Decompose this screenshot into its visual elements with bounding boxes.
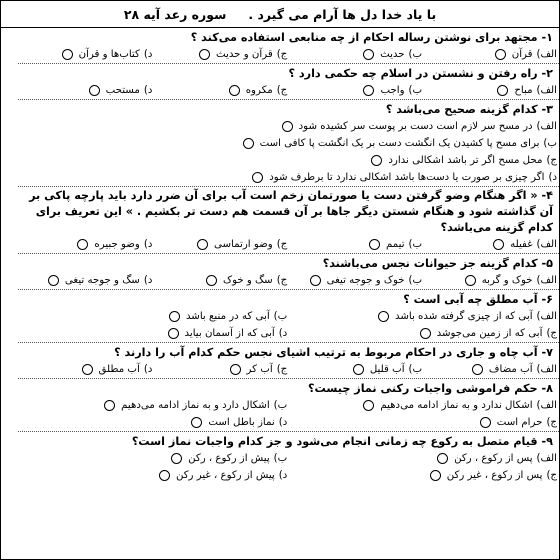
answer-circle-icon[interactable] bbox=[197, 239, 208, 250]
question-text: ۹- قیام متصل به رکوع چه زمانی انجام می‌شود و جز کدام واجبات نماز است؟ bbox=[131, 435, 553, 448]
answer-circle-icon[interactable] bbox=[252, 172, 263, 183]
question-text: ۷- آب چاه و جاری در احکام مربوط به ترتیب اشیای نجس حکم کدام آب را دارند ؟ bbox=[114, 346, 553, 359]
answer-circle-icon[interactable] bbox=[493, 239, 504, 250]
option-c[interactable]: ج) سگ و خوک bbox=[152, 272, 287, 289]
answer-circle-icon[interactable] bbox=[82, 364, 93, 375]
option-d[interactable]: د) اگر چیزی بر صورت یا دست‌ها باشد اشکالی ندارد تا برطرف شود bbox=[18, 169, 558, 186]
question-number-column bbox=[1, 100, 18, 187]
answer-circle-icon[interactable] bbox=[243, 138, 254, 149]
option-b[interactable]: ب) خوک و جوجه تیغی bbox=[287, 272, 422, 289]
option-b[interactable]: ب) آبی که در منبع باشد bbox=[18, 308, 288, 325]
option-b[interactable]: ب) آب قلیل bbox=[287, 361, 422, 378]
option-c[interactable]: ج) حرام است bbox=[287, 414, 557, 431]
answer-circle-icon[interactable] bbox=[371, 155, 382, 166]
question-row bbox=[1, 187, 560, 254]
option-a[interactable]: الف) غفیله bbox=[422, 236, 557, 253]
option-c[interactable]: ج) مکروه bbox=[152, 82, 287, 99]
options-group bbox=[18, 46, 560, 63]
option-d[interactable]: د) آبی که از آسمان بیاید bbox=[18, 325, 288, 342]
answer-circle-icon[interactable] bbox=[77, 239, 88, 250]
options-group bbox=[18, 236, 560, 253]
question-text: ۴- « اگر هنگام وضو گرفتن دست یا صورتمان زخم است آب برای آن ضرر دارد باید پارچه پاکی بر آن گذاشته شود و هنگام شستن دیگر جاها بر آن قسمت هم دست تر بکشیم . » این تعریف برای کدام گزینه می‌باشد؟ bbox=[29, 189, 553, 234]
answer-circle-icon[interactable] bbox=[159, 470, 170, 481]
options-group bbox=[18, 272, 560, 289]
options-group bbox=[18, 118, 560, 186]
question-text: ۳- کدام گزینه صحیح می‌باشد ؟ bbox=[385, 103, 553, 116]
question-text: ۲- راه رفتن و نشستن در اسلام چه حکمی دارد ؟ bbox=[288, 67, 553, 80]
answer-circle-icon[interactable] bbox=[420, 328, 431, 339]
answer-circle-icon[interactable] bbox=[353, 364, 364, 375]
question-number-column bbox=[1, 187, 18, 254]
question-row bbox=[1, 432, 560, 485]
answer-circle-icon[interactable] bbox=[480, 417, 491, 428]
option-b[interactable]: ب) واجب bbox=[287, 82, 422, 99]
answer-circle-icon[interactable] bbox=[378, 311, 389, 322]
option-d[interactable]: د) سگ و جوجه تیغی bbox=[18, 272, 153, 289]
header-surah-reference: سوره رعد آیه ۲۸ bbox=[123, 6, 227, 22]
option-b[interactable]: ب) تیمم bbox=[287, 236, 422, 253]
question-number-column bbox=[1, 290, 18, 343]
answer-circle-icon[interactable] bbox=[497, 85, 508, 96]
question-text: ۶- آب مطلق چه آبی است ؟ bbox=[403, 293, 553, 306]
option-a[interactable]: الف) خوک و گربه bbox=[422, 272, 557, 289]
answer-circle-icon[interactable] bbox=[369, 239, 380, 250]
question-number-column bbox=[1, 379, 18, 432]
option-d[interactable]: د) مستحب bbox=[18, 82, 153, 99]
question-row bbox=[1, 100, 560, 187]
answer-circle-icon[interactable] bbox=[282, 121, 293, 132]
question-row bbox=[1, 28, 560, 64]
options-group bbox=[18, 450, 560, 484]
question-text: ۱- مجتهد برای نوشتن رساله احکام از چه منابعی استفاده می‌کند ؟ bbox=[190, 31, 553, 44]
option-d[interactable]: د) نماز باطل است bbox=[18, 414, 288, 431]
option-c[interactable]: ج) آبی که از زمین می‌جوشد bbox=[287, 325, 557, 342]
answer-circle-icon[interactable] bbox=[191, 417, 202, 428]
question-number-column bbox=[1, 254, 18, 290]
options-group bbox=[18, 82, 560, 99]
answer-circle-icon[interactable] bbox=[437, 453, 448, 464]
answer-circle-icon[interactable] bbox=[104, 400, 115, 411]
answer-circle-icon[interactable] bbox=[363, 85, 374, 96]
option-d[interactable]: د) کتاب‌ها و قرآن bbox=[18, 46, 153, 63]
option-c[interactable]: ج) آب کر bbox=[152, 361, 287, 378]
question-number-column bbox=[1, 28, 18, 64]
answer-circle-icon[interactable] bbox=[199, 49, 210, 60]
answer-circle-icon[interactable] bbox=[465, 275, 476, 286]
question-row bbox=[1, 290, 560, 343]
options-group bbox=[18, 361, 560, 378]
option-a[interactable]: الف) آب مضاف bbox=[422, 361, 557, 378]
option-c[interactable]: ج) قرآن و حدیث bbox=[152, 46, 287, 63]
option-b[interactable]: ب) پیش از رکوع ، رکن bbox=[18, 450, 288, 467]
option-a[interactable]: الف) اشکال ندارد و به نماز ادامه می‌دهیم bbox=[287, 397, 557, 414]
option-b[interactable]: ب) حدیث bbox=[287, 46, 422, 63]
answer-circle-icon[interactable] bbox=[472, 364, 483, 375]
answer-circle-icon[interactable] bbox=[495, 49, 506, 60]
question-text: ۸- حکم فراموشی واجبات رکنی نماز چیست؟ bbox=[308, 382, 553, 395]
answer-circle-icon[interactable] bbox=[363, 400, 374, 411]
answer-circle-icon[interactable] bbox=[89, 85, 100, 96]
answer-circle-icon[interactable] bbox=[206, 275, 217, 286]
option-c[interactable]: ج) پس از رکوع ، غیر رکن bbox=[287, 467, 557, 484]
answer-circle-icon[interactable] bbox=[230, 364, 241, 375]
answer-circle-icon[interactable] bbox=[430, 470, 441, 481]
question-number-column bbox=[1, 432, 18, 485]
answer-circle-icon[interactable] bbox=[171, 453, 182, 464]
answer-circle-icon[interactable] bbox=[229, 85, 240, 96]
question-number-column bbox=[1, 64, 18, 100]
question-text: ۵- کدام گزینه جز حیوانات نجس می‌باشند؟ bbox=[322, 257, 553, 270]
question-row bbox=[1, 379, 560, 432]
option-b[interactable]: ب) برای مسح پا کشیدن یک انگشت دست بر یک انگشت پا کافی است bbox=[18, 135, 558, 152]
answer-circle-icon[interactable] bbox=[168, 328, 179, 339]
questions-table bbox=[0, 28, 559, 484]
option-d[interactable]: د) وضو جبیره bbox=[18, 236, 153, 253]
sheet-header bbox=[1, 1, 559, 28]
answer-circle-icon[interactable] bbox=[169, 311, 180, 322]
question-row bbox=[1, 254, 560, 290]
question-row bbox=[1, 64, 560, 100]
option-a[interactable]: الف) پس از رکوع ، رکن bbox=[287, 450, 557, 467]
answer-circle-icon[interactable] bbox=[310, 275, 321, 286]
options-group bbox=[18, 397, 560, 431]
option-d[interactable]: د) پیش از رکوع ، غیر رکن bbox=[18, 467, 288, 484]
answer-circle-icon[interactable] bbox=[62, 49, 73, 60]
option-a[interactable]: الف) مباح bbox=[422, 82, 557, 99]
option-a[interactable]: الف) در مسح سر لازم است دست بر پوست سر کشیده شود bbox=[18, 118, 558, 135]
options-group bbox=[18, 308, 560, 342]
answer-circle-icon[interactable] bbox=[363, 49, 374, 60]
option-c[interactable]: ج) وضو ارتماسی bbox=[152, 236, 287, 253]
question-row bbox=[1, 343, 560, 379]
option-a[interactable]: الف) قرآن bbox=[422, 46, 557, 63]
option-c[interactable]: ج) محل مسح اگر تر باشد اشکالی ندارد bbox=[18, 152, 558, 169]
option-a[interactable]: الف) آبی که از چیزی گرفته شده باشد bbox=[287, 308, 557, 325]
header-verse: با یاد خدا دل ها آرام می گیرد . bbox=[248, 6, 437, 22]
answer-circle-icon[interactable] bbox=[48, 275, 59, 286]
option-b[interactable]: ب) اشکال دارد و به نماز ادامه می‌دهیم bbox=[18, 397, 288, 414]
question-number-column bbox=[1, 343, 18, 379]
option-d[interactable]: د) آب مطلق bbox=[18, 361, 153, 378]
